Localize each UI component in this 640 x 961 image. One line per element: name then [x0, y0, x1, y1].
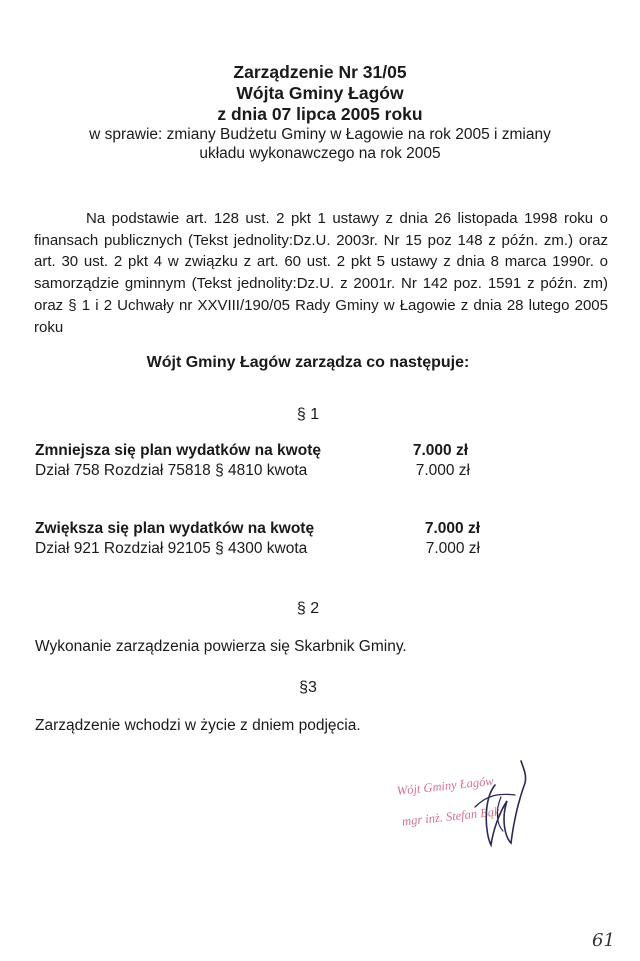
increase-label: Zwiększa się plan wydatków na kwotę [35, 520, 315, 537]
stamp-title: Wójt Gminy Łagów [396, 773, 495, 798]
section-1-marker: § 1 [296, 406, 320, 423]
document-issuer: Wójta Gminy Łagów [236, 83, 404, 103]
section-3-text: Zarządzenie wchodzi w życie z dniem podjęcia. [35, 717, 361, 734]
document-subject-line1: w sprawie: zmiany Budżetu Gminy w Łagowie na rok 2005 i zmiany [89, 126, 551, 143]
decrease-detail: Dział 758 Rozdział 75818 § 4810 kwota [35, 462, 308, 479]
handwritten-signature [455, 745, 545, 860]
decrease-label: Zmniejsza się plan wydatków na kwotę [35, 442, 321, 459]
document-header [0, 62, 640, 163]
legal-basis-paragraph: Na podstawie art. 128 ust. 2 pkt 1 ustawy z dnia 26 listopada 1998 roku o finansach publicznych (Tekst jednolity:Dz.U. 2003r. Nr 15 poz 148 z późn. zm.) oraz art. 30 ust. 2 pkt 4 w związku z art. 60 ust. 2 pkt 5 ustawy z dnia 8 marca 1990r. o samorządzie gminnym (Tekst jednolity:Dz.U. z 2001r. Nr 142 poz. 1591 z późn. zm) oraz § 1 i 2 Uchwały nr XXVIII/190/05 Rady Gminy w Łagowie z dnia 28 lutego 2005 roku [34, 210, 608, 336]
section-2-text: Wykonanie zarządzenia powierza się Skarbnik Gminy. [35, 638, 407, 655]
section-2-marker: § 2 [296, 600, 320, 617]
increase-row [35, 520, 480, 540]
decrease-detail-row [35, 462, 475, 482]
document-title: Zarządzenie Nr 31/05 [233, 62, 407, 82]
section-3-marker: §3 [299, 679, 317, 696]
page-number: 61 [592, 930, 615, 951]
increase-detail: Dział 921 Rozdział 92105 § 4300 kwota [35, 540, 308, 557]
increase-detail-row [35, 540, 480, 560]
increase-amount: 7.000 zł [424, 520, 480, 537]
orders-heading: Wójt Gminy Łagów zarządza co następuje: [146, 354, 470, 371]
stamp-name: mgr inż. Stefan Bąk [401, 804, 501, 829]
document-date: z dnia 07 lipca 2005 roku [217, 104, 423, 124]
increase-detail-amount: 7.000 zł [425, 540, 480, 557]
document-subject-line2: układu wykonawczego na rok 2005 [199, 145, 441, 162]
decrease-amount: 7.000 zł [412, 442, 468, 459]
decrease-detail-amount: 7.000 zł [415, 462, 470, 479]
decrease-row [35, 442, 475, 462]
